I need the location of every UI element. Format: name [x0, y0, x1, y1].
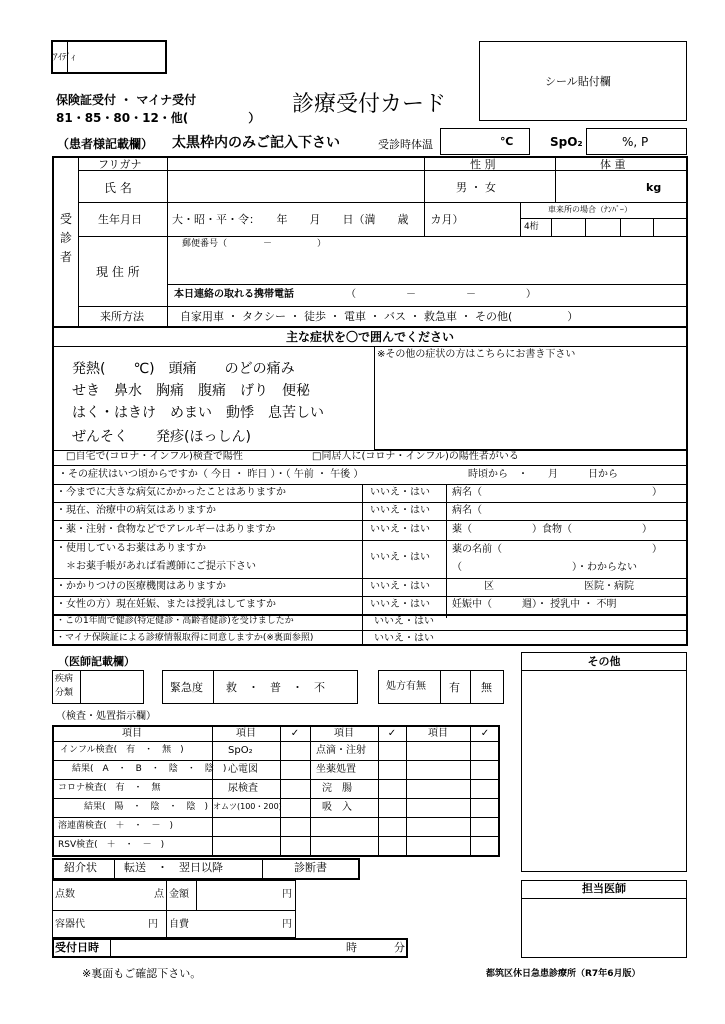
other-box[interactable]: [521, 652, 687, 872]
onset-time[interactable]: 時頃から ・ 月 日から: [468, 469, 618, 480]
exam-covid[interactable]: コロナ検査( 有 ・ 無: [58, 783, 161, 793]
amount-label: 金額: [169, 889, 189, 900]
insurance-line1: 保険証受付 ・ マイナ受付: [56, 93, 197, 107]
minute-label: 分: [394, 941, 405, 954]
temp-label: 受診時体温: [378, 138, 433, 151]
q1-answer[interactable]: いいえ・はい: [370, 487, 430, 498]
exam-label: （検査・処置指示欄）: [56, 711, 156, 722]
exam-urine[interactable]: 尿検査: [228, 783, 258, 794]
container-unit: 円: [148, 919, 158, 930]
dob-label: 生年月日: [98, 213, 142, 226]
symptoms-row1[interactable]: 発熱( ℃) 頭痛 のどの痛み: [72, 361, 295, 377]
points-label: 点数: [55, 889, 75, 900]
other-label: その他: [587, 655, 621, 668]
id-label: ｱｲﾃﾞｨ: [53, 53, 76, 63]
exam-check2-header: ✓: [290, 728, 300, 739]
onset-question[interactable]: ・その症状はいつ頃からですか（ 今日 ・ 昨日 ）・（ 午前 ・ 午後 ）: [58, 469, 364, 480]
symptoms-row4[interactable]: ぜんそく 発疹(ほっしん): [72, 429, 251, 445]
weight-label: 体 重: [600, 158, 626, 171]
q4-detail[interactable]: 薬の名前（ ）: [452, 544, 662, 555]
q5-detail[interactable]: 区 医院・病院: [484, 581, 634, 592]
postal-label[interactable]: 郵便番号（ － ）: [182, 239, 327, 249]
q3-text: ・薬・注射・食物などでアレルギーはありますか: [56, 524, 276, 535]
phone-format[interactable]: （ － － ）: [346, 289, 536, 300]
spo2-label: SpO₂: [550, 135, 583, 149]
q6-answer[interactable]: いいえ・はい: [370, 599, 430, 610]
q1-detail[interactable]: 病名（ ）: [452, 487, 662, 498]
visit-label: 来所方法: [100, 310, 144, 323]
car-label: 車来所の場合（ﾅﾝﾊﾞｰ）: [548, 205, 632, 214]
phone-label: 本日連絡の取れる携帯電話: [174, 289, 294, 300]
q6-detail[interactable]: 妊娠中（ 週）・ 授乳中 ・ 不明: [452, 599, 617, 610]
exam-influenza-result[interactable]: 結果( A ・ B ・ 陰 ・ 陰 ): [72, 764, 227, 774]
amount-unit: 円: [282, 889, 292, 900]
other-symptoms-note: ※その他の症状の方はこちらにお書き下さい: [377, 349, 576, 360]
q3-detail[interactable]: 薬（ ）食物（ ）: [452, 524, 652, 535]
exam-inhalation[interactable]: 吸 入: [322, 802, 352, 813]
footer-org: 都筑区休日急患診療所（R7年6月版）: [486, 969, 641, 979]
doctor-label: 担当医師: [582, 882, 626, 895]
exam-influenza[interactable]: インフル検査( 有 ・ 無 ): [60, 745, 184, 755]
dob-format[interactable]: 大・昭・平・令： 年 月 日（満 歳 カ月）: [172, 213, 464, 226]
urgency-label: 緊急度: [170, 681, 203, 694]
symptoms-row3[interactable]: はく・はきけ めまい 動悸 息苦しい: [72, 405, 324, 421]
urgency-options[interactable]: 救 ・ 普 ・ 不: [226, 681, 325, 694]
covid-self[interactable]: □自宅で(コロナ・インフル)検査で陽性: [66, 451, 243, 462]
container-label: 容器代: [55, 919, 85, 930]
reception-label: 受付日時: [55, 941, 99, 954]
q6-text: ・女性の方）現在妊娠、または授乳はしてますか: [56, 599, 276, 610]
spo2-unit: %, P: [622, 135, 649, 149]
self-pay-unit: 円: [282, 919, 292, 930]
exam-enema[interactable]: 浣 腸: [322, 783, 352, 794]
exam-check3-header: ✓: [387, 728, 397, 739]
other-symptoms-box[interactable]: [374, 346, 688, 450]
exam-covid-result[interactable]: 結果( 陽 ・ 陰 ・ 陰 ): [84, 802, 209, 812]
symptoms-header: 主な症状を〇で囲んでください: [285, 330, 454, 344]
temp-unit: ℃: [500, 135, 514, 148]
hour-label: 時: [346, 941, 357, 954]
q2-text: ・現在、治療中の病気はありますか: [56, 505, 216, 516]
exam-spo2[interactable]: SpO₂: [228, 745, 253, 756]
footer-note: ※裏面もご確認下さい。: [82, 967, 202, 980]
doctor-section-label: （医師記載欄）: [58, 655, 135, 668]
address-label: 現 住 所: [96, 265, 140, 279]
self-pay-label: 自費: [169, 919, 189, 930]
furigana-label: フリガナ: [98, 158, 142, 171]
q4-answer[interactable]: いいえ・はい: [370, 552, 430, 563]
name-field[interactable]: [169, 172, 423, 201]
q8-answer[interactable]: いいえ・はい: [374, 633, 434, 644]
exam-diaper[interactable]: オムツ(100・200): [213, 802, 282, 811]
symptoms-row2[interactable]: せき 鼻水 胸痛 腹痛 げり 便秘: [72, 383, 310, 399]
visit-options[interactable]: 自家用車 ・ タクシー ・ 徒歩 ・ 電車 ・ バス ・ 救急車 ・ その他( ）: [180, 310, 579, 323]
transfer-label[interactable]: 転送 ・ 翌日以降: [124, 861, 223, 874]
q4-subtext: ＊お薬手帳があれば看護師にご提示下さい: [66, 561, 256, 572]
exam-col3-header: 項目: [334, 728, 354, 739]
exam-col4-header: 項目: [428, 728, 448, 739]
car-digits: 4桁: [524, 222, 539, 232]
q1-text: ・今までに大きな病気にかかったことはありますか: [56, 487, 286, 498]
q3-answer[interactable]: いいえ・はい: [370, 524, 430, 535]
patient-side-label: 受 診 者: [60, 212, 73, 265]
weight-unit: kg: [646, 181, 662, 194]
exam-rsv[interactable]: RSV検査( ＋ ・ － ): [58, 840, 165, 850]
name-label: 氏 名: [104, 181, 132, 195]
exam-strep[interactable]: 溶連菌検査( ＋ ・ － ): [58, 821, 174, 831]
referral-label[interactable]: 紹介状: [64, 861, 97, 874]
q2-answer[interactable]: いいえ・はい: [370, 505, 430, 516]
q5-answer[interactable]: いいえ・はい: [370, 581, 430, 592]
sex-label: 性 別: [470, 158, 496, 171]
seal-label: シール貼付欄: [545, 75, 611, 88]
disease-label: 疾病 分類: [55, 674, 74, 698]
rx-yes[interactable]: 有: [449, 681, 460, 694]
exam-col1-header: 項目: [122, 728, 142, 739]
rx-no[interactable]: 無: [481, 681, 492, 694]
diagnosis-cert-label[interactable]: 診断書: [294, 861, 327, 874]
q8-text: ・マイナ保険証による診療情報取得に同意しますか(※裏面参照): [56, 633, 314, 643]
q2-detail[interactable]: 病名（: [452, 505, 482, 516]
rx-label: 処方有無: [386, 681, 426, 692]
q4-text: ・使用しているお薬はありますか: [56, 543, 206, 554]
q4-detail2[interactable]: （ ）・わからない: [452, 562, 637, 573]
insurance-line2: 81・85・80・12・他( ）: [56, 111, 261, 125]
q5-text: ・かかりつけの医療機関はありますか: [56, 581, 226, 592]
q7-text: ・この1年間で健診(特定健診・高齢者健診)を受けましたか: [56, 616, 294, 626]
sex-options[interactable]: 男 ・ 女: [456, 181, 496, 194]
patient-note-main: 太黒枠内のみご記入下さい: [172, 135, 340, 151]
points-unit: 点: [154, 889, 164, 900]
page-title: 診療受付カード: [292, 92, 447, 117]
patient-note-prefix: （患者様記載欄）: [57, 137, 154, 151]
temp-field[interactable]: [440, 128, 530, 155]
exam-suppository[interactable]: 坐薬処置: [316, 764, 356, 775]
exam-ecg[interactable]: 心電図: [228, 764, 258, 775]
exam-check4-header: ✓: [480, 728, 490, 739]
covid-family[interactable]: □同居人に(コロナ・インフル)の陽性者がいる: [312, 451, 519, 462]
q7-answer[interactable]: いいえ・はい: [374, 616, 434, 627]
exam-drip[interactable]: 点滴・注射: [316, 745, 366, 756]
exam-col2-header: 項目: [236, 728, 256, 739]
